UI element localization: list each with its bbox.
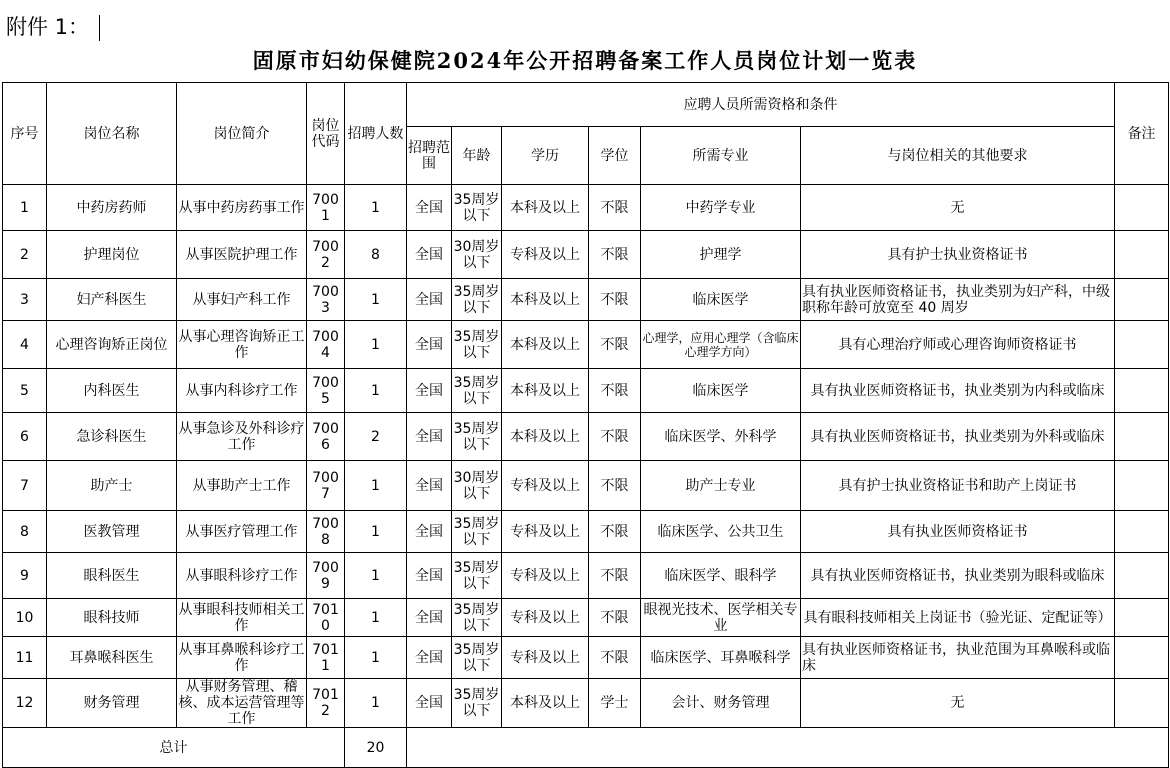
cell-remark: [1115, 599, 1169, 637]
cell-degree: 不限: [589, 185, 641, 231]
cell-education: 专科及以上: [502, 231, 589, 279]
cell-position-code: 7002: [307, 231, 345, 279]
cell-degree: 不限: [589, 279, 641, 321]
cell-headcount: 1: [345, 599, 407, 637]
cell-scope: 全国: [407, 637, 452, 679]
cell-position-name: 眼科技师: [47, 599, 177, 637]
cell-age: 35周岁以下: [452, 413, 502, 461]
cell-scope: 全国: [407, 511, 452, 553]
cell-position-name: 急诊科医生: [47, 413, 177, 461]
cell-degree: 学士: [589, 679, 641, 728]
header-seq: 序号: [3, 83, 47, 185]
header-row-1: [3, 83, 1169, 127]
header-scope: 招聘范围: [407, 127, 452, 185]
cell-position-desc: 从事内科诊疗工作: [177, 369, 307, 413]
cell-position-code: 7011: [307, 637, 345, 679]
table-body: [3, 185, 1169, 728]
header-requirements-group: 应聘人员所需资格和条件: [407, 83, 1115, 127]
cell-remark: [1115, 461, 1169, 511]
cell-age: 35周岁以下: [452, 279, 502, 321]
cell-seq: 11: [3, 637, 47, 679]
cell-major: 心理学，应用心理学（含临床心理学方向）: [641, 321, 801, 369]
cell-age: 30周岁以下: [452, 461, 502, 511]
cell-scope: 全国: [407, 461, 452, 511]
cell-position-name: 中药房药师: [47, 185, 177, 231]
cell-other-requirements: 无: [801, 185, 1115, 231]
cell-remark: [1115, 185, 1169, 231]
cell-seq: 3: [3, 279, 47, 321]
table-row: [3, 461, 1169, 511]
cell-position-name: 耳鼻喉科医生: [47, 637, 177, 679]
cell-remark: [1115, 321, 1169, 369]
total-row: [3, 728, 1169, 768]
cell-seq: 6: [3, 413, 47, 461]
cell-major: 临床医学、外科学: [641, 413, 801, 461]
table-row: [3, 679, 1169, 728]
cell-position-desc: 从事耳鼻喉科诊疗工作: [177, 637, 307, 679]
cell-remark: [1115, 279, 1169, 321]
cell-other-requirements: 具有执业医师资格证书，执业类别为外科或临床: [801, 413, 1115, 461]
cell-remark: [1115, 369, 1169, 413]
cell-scope: 全国: [407, 679, 452, 728]
cell-headcount: 1: [345, 321, 407, 369]
cell-age: 35周岁以下: [452, 369, 502, 413]
cell-major: 中药学专业: [641, 185, 801, 231]
cell-position-desc: 从事妇产科工作: [177, 279, 307, 321]
cell-position-name: 护理岗位: [47, 231, 177, 279]
table-row: [3, 553, 1169, 599]
cell-position-desc: 从事医院护理工作: [177, 231, 307, 279]
total-blank: [407, 728, 1169, 768]
cell-headcount: 1: [345, 185, 407, 231]
cell-degree: 不限: [589, 553, 641, 599]
cell-degree: 不限: [589, 321, 641, 369]
cell-remark: [1115, 413, 1169, 461]
cell-position-desc: 从事医疗管理工作: [177, 511, 307, 553]
attachment-label: 附件 1：: [6, 13, 100, 41]
cell-position-code: 7006: [307, 413, 345, 461]
cell-position-desc: 从事财务管理、稽核、成本运营管理等工作: [178, 679, 305, 727]
cell-other-requirements: 具有执业医师资格证书，执业类别为眼科或临床: [801, 553, 1115, 599]
cell-degree: 不限: [589, 461, 641, 511]
cell-major: 护理学: [641, 231, 801, 279]
cell-scope: 全国: [407, 321, 452, 369]
total-count: 20: [345, 728, 407, 768]
cell-headcount: 2: [345, 413, 407, 461]
cell-age: 35周岁以下: [452, 637, 502, 679]
cell-age: 35周岁以下: [452, 185, 502, 231]
cell-position-code: 7005: [307, 369, 345, 413]
cell-education: 专科及以上: [502, 461, 589, 511]
cell-major: 临床医学、耳鼻喉科学: [641, 637, 801, 679]
cell-seq: 8: [3, 511, 47, 553]
cell-age: 35周岁以下: [452, 599, 502, 637]
cell-education: 本科及以上: [502, 185, 589, 231]
cell-degree: 不限: [589, 231, 641, 279]
cell-scope: 全国: [407, 413, 452, 461]
cell-position-desc: 从事助产士工作: [177, 461, 307, 511]
recruitment-plan-table: [2, 82, 1169, 768]
cell-major: 会计、财务管理: [641, 679, 801, 728]
cell-major: 临床医学、公共卫生: [641, 511, 801, 553]
header-position-desc: 岗位简介: [177, 83, 307, 185]
cell-headcount: 1: [345, 511, 407, 553]
cell-education: 本科及以上: [502, 679, 589, 728]
cell-position-name: 医教管理: [47, 511, 177, 553]
cell-headcount: 1: [345, 679, 407, 728]
cell-age: 35周岁以下: [452, 321, 502, 369]
header-other-requirements: 与岗位相关的其他要求: [801, 127, 1115, 185]
cell-position-desc: 从事心理咨询矫正工作: [177, 321, 307, 369]
cell-age: 35周岁以下: [452, 679, 502, 728]
header-position-name: 岗位名称: [47, 83, 177, 185]
cell-education: 专科及以上: [502, 599, 589, 637]
cell-position-code: 7003: [307, 279, 345, 321]
table-row: [3, 599, 1169, 637]
cell-seq: 7: [3, 461, 47, 511]
cell-other-requirements: 具有执业医师资格证书，执业类别为内科或临床: [801, 369, 1115, 413]
cell-headcount: 1: [345, 369, 407, 413]
cell-scope: 全国: [407, 279, 452, 321]
cell-education: 本科及以上: [502, 321, 589, 369]
cell-position-desc: 从事急诊及外科诊疗工作: [177, 413, 307, 461]
cell-other-requirements: 具有护士执业资格证书: [801, 231, 1115, 279]
cell-seq: 12: [3, 679, 47, 728]
cell-major: 助产士专业: [641, 461, 801, 511]
cell-seq: 5: [3, 369, 47, 413]
document-title: 固原市妇幼保健院2024年公开招聘备案工作人员岗位计划一览表: [252, 48, 918, 73]
cell-remark: [1115, 553, 1169, 599]
cell-seq: 4: [3, 321, 47, 369]
cell-position-code: 7008: [307, 511, 345, 553]
cell-other-requirements: 具有眼科技师相关上岗证书（验光证、定配证等）: [801, 599, 1115, 637]
cell-headcount: 1: [345, 637, 407, 679]
header-position-code: 岗位代码: [307, 83, 345, 185]
cell-major: 临床医学: [641, 279, 801, 321]
cell-headcount: 8: [345, 231, 407, 279]
cell-remark: [1115, 679, 1169, 728]
cell-major: 临床医学、眼科学: [641, 553, 801, 599]
cell-education: 专科及以上: [502, 553, 589, 599]
cell-position-name: 财务管理: [47, 679, 177, 728]
cell-position-name: 内科医生: [47, 369, 177, 413]
table-row: [3, 637, 1169, 679]
cell-scope: 全国: [407, 369, 452, 413]
cell-position-code: 7001: [307, 185, 345, 231]
cell-seq: 10: [3, 599, 47, 637]
cell-remark: [1115, 231, 1169, 279]
table-row: [3, 413, 1169, 461]
header-education: 学历: [502, 127, 589, 185]
table-row: [3, 321, 1169, 369]
header-major: 所需专业: [641, 127, 801, 185]
cell-seq: 2: [3, 231, 47, 279]
cell-position-name: 助产士: [47, 461, 177, 511]
text-cursor: [99, 15, 100, 41]
header-age: 年龄: [452, 127, 502, 185]
cell-education: 专科及以上: [502, 637, 589, 679]
cell-other-requirements: 具有执业医师资格证书，执业类别为妇产科，中级职称年龄可放宽至 40 周岁: [801, 279, 1115, 321]
cell-position-code: 7007: [307, 461, 345, 511]
cell-education: 专科及以上: [502, 511, 589, 553]
cell-education: 本科及以上: [502, 413, 589, 461]
cell-other-requirements: 具有执业医师资格证书，执业范围为耳鼻喉科或临床: [801, 637, 1115, 679]
cell-seq: 1: [3, 185, 47, 231]
cell-education: 本科及以上: [502, 369, 589, 413]
cell-other-requirements: 具有执业医师资格证书: [801, 511, 1115, 553]
cell-position-code: 7010: [307, 599, 345, 637]
cell-other-requirements: 具有心理治疗师或心理咨询师资格证书: [801, 321, 1115, 369]
cell-education: 本科及以上: [502, 279, 589, 321]
table-row: [3, 279, 1169, 321]
cell-headcount: 1: [345, 553, 407, 599]
cell-age: 30周岁以下: [452, 231, 502, 279]
cell-degree: 不限: [589, 511, 641, 553]
table-row: [3, 231, 1169, 279]
cell-degree: 不限: [589, 413, 641, 461]
cell-scope: 全国: [407, 599, 452, 637]
total-label: 总计: [3, 728, 345, 768]
table-row: [3, 369, 1169, 413]
cell-remark: [1115, 511, 1169, 553]
cell-scope: 全国: [407, 231, 452, 279]
cell-position-name: 心理咨询矫正岗位: [47, 321, 177, 369]
cell-degree: 不限: [589, 369, 641, 413]
cell-degree: 不限: [589, 599, 641, 637]
header-headcount: 招聘人数: [345, 83, 407, 185]
cell-position-code: 7012: [307, 679, 345, 728]
table-row: [3, 185, 1169, 231]
cell-major: 眼视光技术、医学相关专业: [641, 599, 801, 637]
cell-seq: 9: [3, 553, 47, 599]
cell-degree: 不限: [589, 637, 641, 679]
header-remarks: 备注: [1115, 83, 1169, 185]
cell-age: 35周岁以下: [452, 511, 502, 553]
cell-other-requirements: 具有护士执业资格证书和助产上岗证书: [801, 461, 1115, 511]
cell-position-name: 眼科医生: [47, 553, 177, 599]
cell-position-code: 7009: [307, 553, 345, 599]
cell-scope: 全国: [407, 185, 452, 231]
cell-remark: [1115, 637, 1169, 679]
cell-position-desc: 从事眼科诊疗工作: [177, 553, 307, 599]
header-degree: 学位: [589, 127, 641, 185]
cell-other-requirements: 无: [801, 679, 1115, 728]
cell-major: 临床医学: [641, 369, 801, 413]
cell-position-desc: 从事眼科技师相关工作: [177, 599, 307, 637]
cell-headcount: 1: [345, 461, 407, 511]
cell-position-desc: 从事中药房药事工作: [177, 185, 307, 231]
cell-scope: 全国: [407, 553, 452, 599]
table-row: [3, 511, 1169, 553]
cell-age: 35周岁以下: [452, 553, 502, 599]
cell-position-name: 妇产科医生: [47, 279, 177, 321]
cell-headcount: 1: [345, 279, 407, 321]
cell-position-code: 7004: [307, 321, 345, 369]
